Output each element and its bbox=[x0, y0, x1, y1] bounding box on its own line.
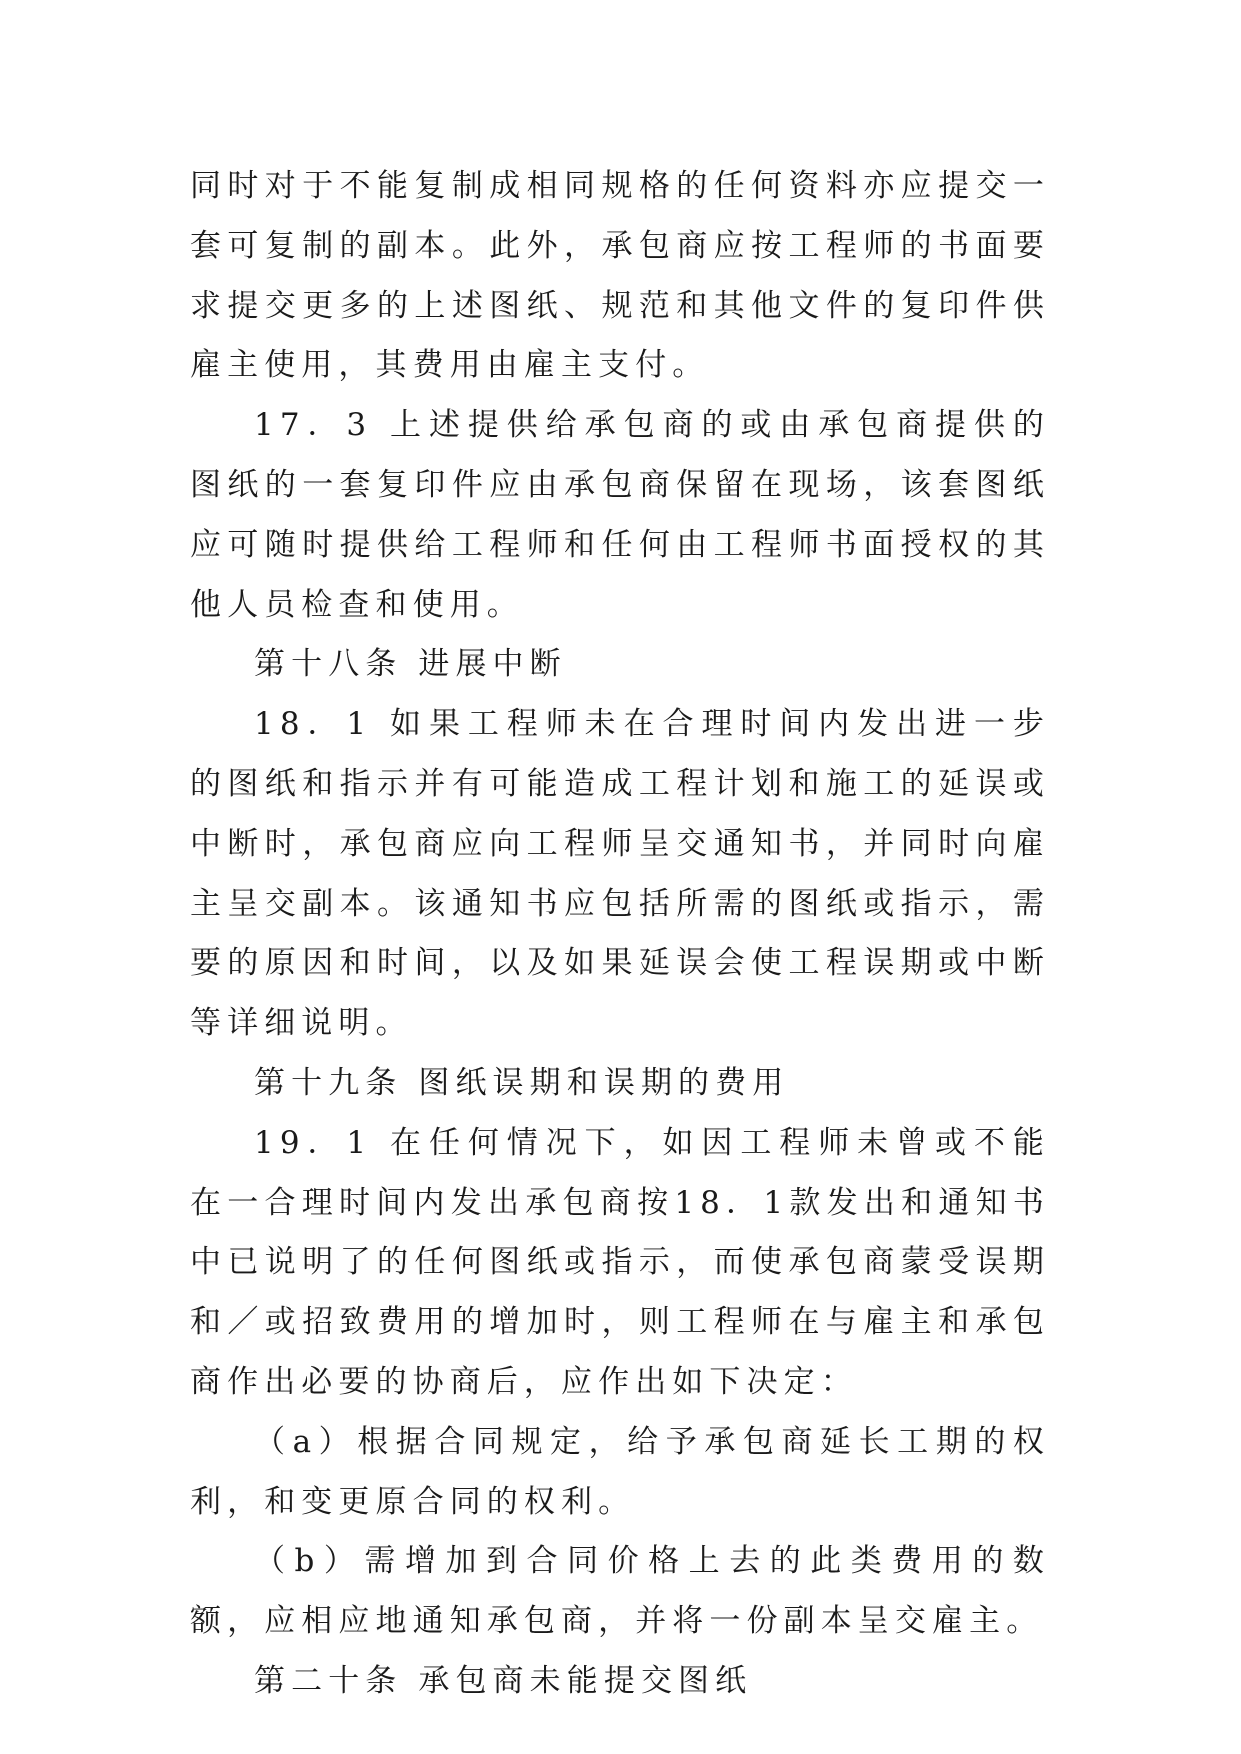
heading-article-19: 第十九条 图纸误期和误期的费用 bbox=[254, 1064, 790, 1101]
paragraph-clause-17-3: 17．3 上述提供给承包商的或由承包商提供的图纸的一套复印件应由承包商保留在现场，该套图纸应可随时提供给工程师和任何由工程师书面授权的其他人员检查和使用。 bbox=[190, 407, 1050, 623]
heading-article-18: 第十八条 进展中断 bbox=[254, 646, 567, 683]
paragraph-item-b: （b）需增加到合同价格上去的此类费用的数额，应相应地通知承包商，并将一份副本呈交雇主。 bbox=[190, 1543, 1050, 1640]
paragraph-continuation: 同时对于不能复制成相同规格的任何资料亦应提交一套可复制的副本。此外，承包商应按工程师的书面要求提交更多的上述图纸、规范和其他文件的复印件供雇主使用，其费用由雇主支付。 bbox=[190, 168, 1050, 384]
document-body bbox=[190, 157, 1050, 1712]
paragraph-clause-18-1: 18．1 如果工程师未在合理时间内发出进一步的图纸和指示并有可能造成工程计划和施工的延误或中断时，承包商应向工程师呈交通知书，并同时向雇主呈交副本。该通知书应包括所需的图纸或指示，需要的原因和时间，以及如果延误会使工程误期或中断等详细说明。 bbox=[190, 706, 1050, 1042]
paragraph-clause-19-1: 19．1 在任何情况下，如因工程师未曾或不能在一合理时间内发出承包商按18．1款发出和通知书中已说明了的任何图纸或指示，而使承包商蒙受误期和／或招致费用的增加时，则工程师在与雇主和承包商作出必要的协商后，应作出如下决定： bbox=[190, 1124, 1050, 1400]
heading-article-20: 第二十条 承包商未能提交图纸 bbox=[254, 1662, 753, 1699]
paragraph-item-a: （a）根据合同规定，给予承包商延长工期的权利，和变更原合同的权利。 bbox=[190, 1423, 1050, 1520]
